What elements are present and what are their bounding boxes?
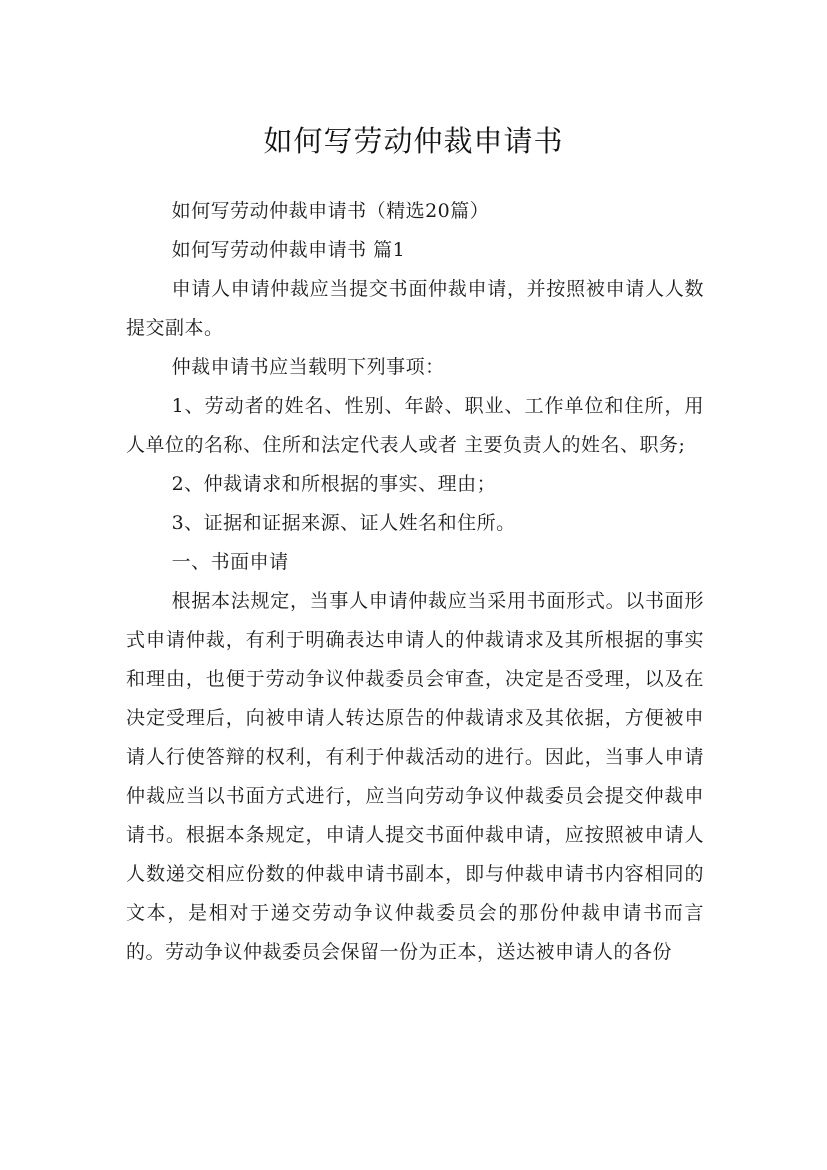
paragraph: 根据本法规定，当事人申请仲裁应当采用书面形式。以书面形式申请仲裁，有利于明确表达申请人的仲裁请求及其所根据的事实和理由，也便于劳动争议仲裁委员会审查，决定是否受理，以及在决定受理后，向被申请人转达原告的仲裁请求及其依据，方便被申请人行使答辩的权利，有利于仲裁活动的进行。因此，当事人申请仲裁应当以书面方式进行，应当向劳动争议仲裁委员会提交仲裁申请书。根据本条规定，申请人提交书面仲裁申请，应按照被申请人人数递交相应份数的仲裁申请书副本，即与仲裁申请书内容相同的文本，是相对于递交劳动争议仲裁委员会的那份仲裁申请书而言的。劳动争议仲裁委员会保留一份为正本，送达被申请人的各份 [126,590,704,963]
paragraph-section-heading: 如何写劳动仲裁申请书 篇1 [171,239,406,261]
paragraph-heading: 一、书面申请 [171,551,289,573]
paragraph: 申请人申请仲裁应当提交书面仲裁申请，并按照被申请人人数提交副本。 [126,278,704,339]
paragraph: 仲裁申请书应当载明下列事项： [171,356,445,378]
list-item: 1、劳动者的姓名、性别、年龄、职业、工作单位和住所，用人单位的名称、住所和法定代表人或者 主要负责人的姓名、职务; [126,395,704,456]
document-body [126,192,704,972]
list-item: 3、证据和证据来源、证人姓名和住所。 [171,512,516,534]
document-title: 如何写劳动仲裁申请书 [263,124,564,159]
paragraph-subtitle: 如何写劳动仲裁申请书（精选20篇） [171,200,490,222]
list-item: 2、仲裁请求和所根据的事实、理由； [171,473,497,495]
